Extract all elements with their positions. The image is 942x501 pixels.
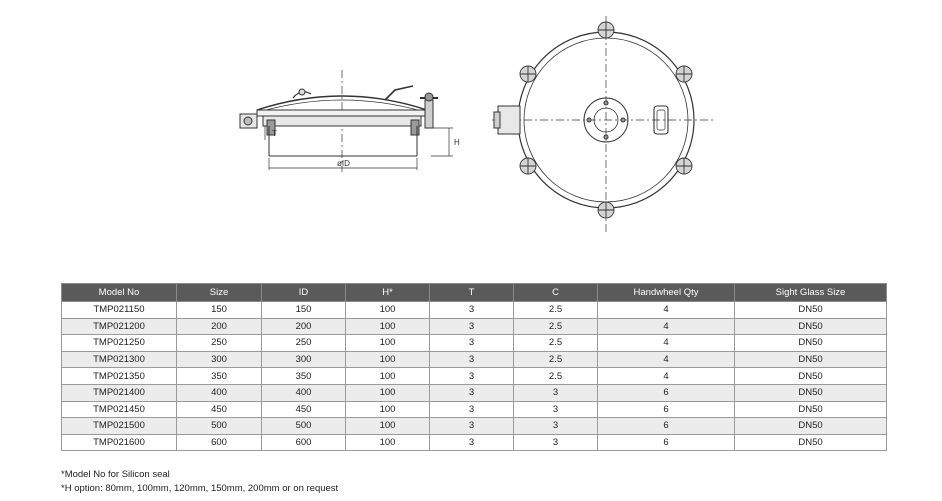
- table-cell: DN50: [735, 384, 887, 401]
- table-cell: 2.5: [514, 318, 598, 335]
- table-cell: 350: [262, 368, 346, 385]
- table-cell: 200: [177, 318, 262, 335]
- table-cell: 4: [598, 302, 735, 319]
- table-cell: DN50: [735, 302, 887, 319]
- table-cell: 200: [262, 318, 346, 335]
- side-view-drawing: [235, 70, 465, 180]
- table-cell: 3: [430, 384, 514, 401]
- table-row: [62, 318, 887, 335]
- column-header: Sight Glass Size: [735, 284, 887, 302]
- t-dimension-label: T: [272, 129, 277, 138]
- table-cell: TMP021350: [62, 368, 177, 385]
- table-cell: 600: [262, 434, 346, 451]
- table-cell: 3: [514, 418, 598, 435]
- table-cell: 3: [514, 384, 598, 401]
- spec-table: [61, 283, 887, 451]
- table-cell: 500: [177, 418, 262, 435]
- table-cell: DN50: [735, 368, 887, 385]
- table-cell: TMP021450: [62, 401, 177, 418]
- top-view-drawing: [488, 14, 718, 234]
- table-cell: 150: [262, 302, 346, 319]
- table-cell: 350: [177, 368, 262, 385]
- table-cell: 3: [430, 318, 514, 335]
- table-cell: 3: [430, 401, 514, 418]
- table-cell: 6: [598, 401, 735, 418]
- table-cell: 250: [177, 335, 262, 352]
- table-cell: 600: [177, 434, 262, 451]
- table-cell: 4: [598, 335, 735, 352]
- table-cell: 100: [346, 384, 430, 401]
- table-cell: 400: [262, 384, 346, 401]
- table-cell: 100: [346, 418, 430, 435]
- table-row: [62, 401, 887, 418]
- table-cell: 3: [430, 335, 514, 352]
- table-row: [62, 368, 887, 385]
- table-cell: DN50: [735, 335, 887, 352]
- table-cell: TMP021200: [62, 318, 177, 335]
- table-cell: 3: [514, 434, 598, 451]
- table-cell: TMP021500: [62, 418, 177, 435]
- table-cell: 2.5: [514, 302, 598, 319]
- column-header: Model No: [62, 284, 177, 302]
- table-cell: DN50: [735, 418, 887, 435]
- footnote: *Model No for Silicon seal: [61, 469, 170, 480]
- column-header: H*: [346, 284, 430, 302]
- table-cell: 3: [430, 434, 514, 451]
- table-cell: 100: [346, 335, 430, 352]
- table-cell: 100: [346, 401, 430, 418]
- table-cell: 500: [262, 418, 346, 435]
- column-header: Handwheel Qty: [598, 284, 735, 302]
- table-cell: 250: [262, 335, 346, 352]
- id-dimension-label: øID: [337, 159, 350, 168]
- table-row: [62, 335, 887, 352]
- table-cell: 3: [430, 302, 514, 319]
- footnote: *H option: 80mm, 100mm, 120mm, 150mm, 200mm or on request: [61, 483, 339, 494]
- table-cell: 300: [262, 351, 346, 368]
- table-row: [62, 434, 887, 451]
- table-cell: 3: [514, 401, 598, 418]
- table-cell: 150: [177, 302, 262, 319]
- table-cell: 4: [598, 351, 735, 368]
- table-cell: DN50: [735, 401, 887, 418]
- table-cell: 6: [598, 418, 735, 435]
- table-cell: 100: [346, 434, 430, 451]
- table-cell: 400: [177, 384, 262, 401]
- table-cell: 3: [430, 368, 514, 385]
- column-header: C: [514, 284, 598, 302]
- column-header: T: [430, 284, 514, 302]
- table-cell: TMP021250: [62, 335, 177, 352]
- table-cell: 100: [346, 302, 430, 319]
- table-cell: 2.5: [514, 335, 598, 352]
- table-cell: 6: [598, 434, 735, 451]
- column-header: Size: [177, 284, 262, 302]
- table-cell: 100: [346, 351, 430, 368]
- table-cell: TMP021150: [62, 302, 177, 319]
- table-header-row: [62, 284, 887, 302]
- table-cell: 100: [346, 368, 430, 385]
- table-row: [62, 302, 887, 319]
- table-cell: 2.5: [514, 351, 598, 368]
- table-row: [62, 418, 887, 435]
- table-cell: DN50: [735, 318, 887, 335]
- table-cell: 6: [598, 384, 735, 401]
- table-cell: 3: [430, 351, 514, 368]
- table-cell: 450: [262, 401, 346, 418]
- footnotes: [61, 468, 338, 496]
- table-cell: 3: [430, 418, 514, 435]
- table-cell: 300: [177, 351, 262, 368]
- column-header: ID: [262, 284, 346, 302]
- table-cell: DN50: [735, 434, 887, 451]
- table-row: [62, 384, 887, 401]
- table-cell: 100: [346, 318, 430, 335]
- table-cell: TMP021600: [62, 434, 177, 451]
- table-row: [62, 351, 887, 368]
- h-dimension-label: H: [454, 138, 460, 147]
- table-cell: TMP021400: [62, 384, 177, 401]
- table-cell: 450: [177, 401, 262, 418]
- table-cell: 4: [598, 368, 735, 385]
- table-cell: 4: [598, 318, 735, 335]
- table-cell: 2.5: [514, 368, 598, 385]
- table-body: [62, 302, 887, 451]
- table-cell: DN50: [735, 351, 887, 368]
- table-cell: TMP021300: [62, 351, 177, 368]
